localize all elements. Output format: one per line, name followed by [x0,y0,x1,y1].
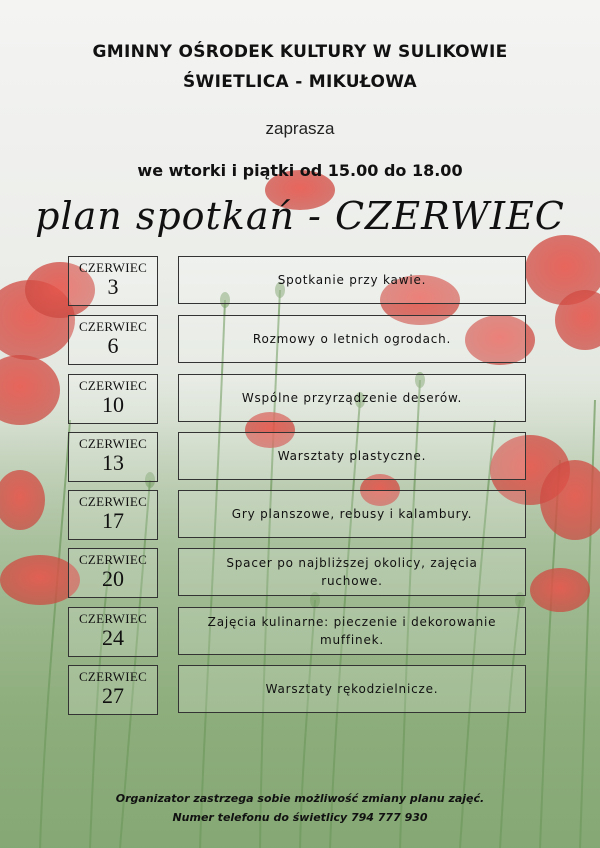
date-day: 17 [102,508,124,533]
activity-description: Rozmowy o letnich ogrodach. [178,315,526,363]
date-box [68,607,158,657]
schedule-row [68,548,528,598]
activity-description: Warsztaty plastyczne. [178,432,526,480]
date-box [68,665,158,715]
date-month: CZERWIEC [78,494,148,509]
schedule-row [68,490,528,540]
schedule-row [68,315,528,365]
schedule-row [68,665,528,715]
schedule-row [68,607,528,657]
date-day: 20 [102,566,124,591]
disclaimer-note: Organizator zastrzega sobie możliwość zmiany planu zajęć. [115,792,485,805]
activity-description: Zajęcia kulinarne: pieczenie i dekorowanie muffinek. [178,607,526,655]
organization-name: GMINNY OŚRODEK KULTURY W SULIKOWIE [92,42,508,62]
invite-text: zaprasza [265,119,335,138]
phone-number: Numer telefonu do świetlicy 794 777 930 [172,811,428,824]
activity-description: Spotkanie przy kawie. [178,256,526,304]
date-box [68,548,158,598]
date-month: CZERWIEC [78,436,148,451]
date-day: 27 [102,683,124,708]
date-day: 3 [107,274,119,299]
date-month: CZERWIEC [78,260,148,275]
date-box [68,490,158,540]
date-day: 10 [102,392,124,417]
schedule-row [68,432,528,482]
date-box [68,374,158,424]
date-box [68,315,158,365]
activity-description: Wspólne przyrządzenie deserów. [178,374,526,422]
date-box [68,256,158,306]
venue-name: ŚWIETLICA - MIKUŁOWA [182,72,418,92]
opening-hours: we wtorki i piątki od 15.00 do 18.00 [137,161,463,180]
activity-description: Warsztaty rękodzielnicze. [178,665,526,713]
activity-description: Spacer po najbliższej okolicy, zajęcia ruchowe. [178,548,526,596]
plan-title: plan spotkań - CZERWIEC [35,194,565,238]
date-month: CZERWIEC [78,319,148,334]
schedule-row [68,256,528,306]
date-box [68,432,158,482]
date-day: 6 [107,333,119,358]
date-month: CZERWIEC [78,378,148,393]
date-month: CZERWIEC [78,611,148,626]
activity-description: Gry planszowe, rebusy i kalambury. [178,490,526,538]
date-month: CZERWIEC [78,552,148,567]
schedule-row [68,374,528,424]
date-month: CZERWIEC [78,669,148,684]
date-day: 13 [102,450,124,475]
date-day: 24 [102,625,124,650]
